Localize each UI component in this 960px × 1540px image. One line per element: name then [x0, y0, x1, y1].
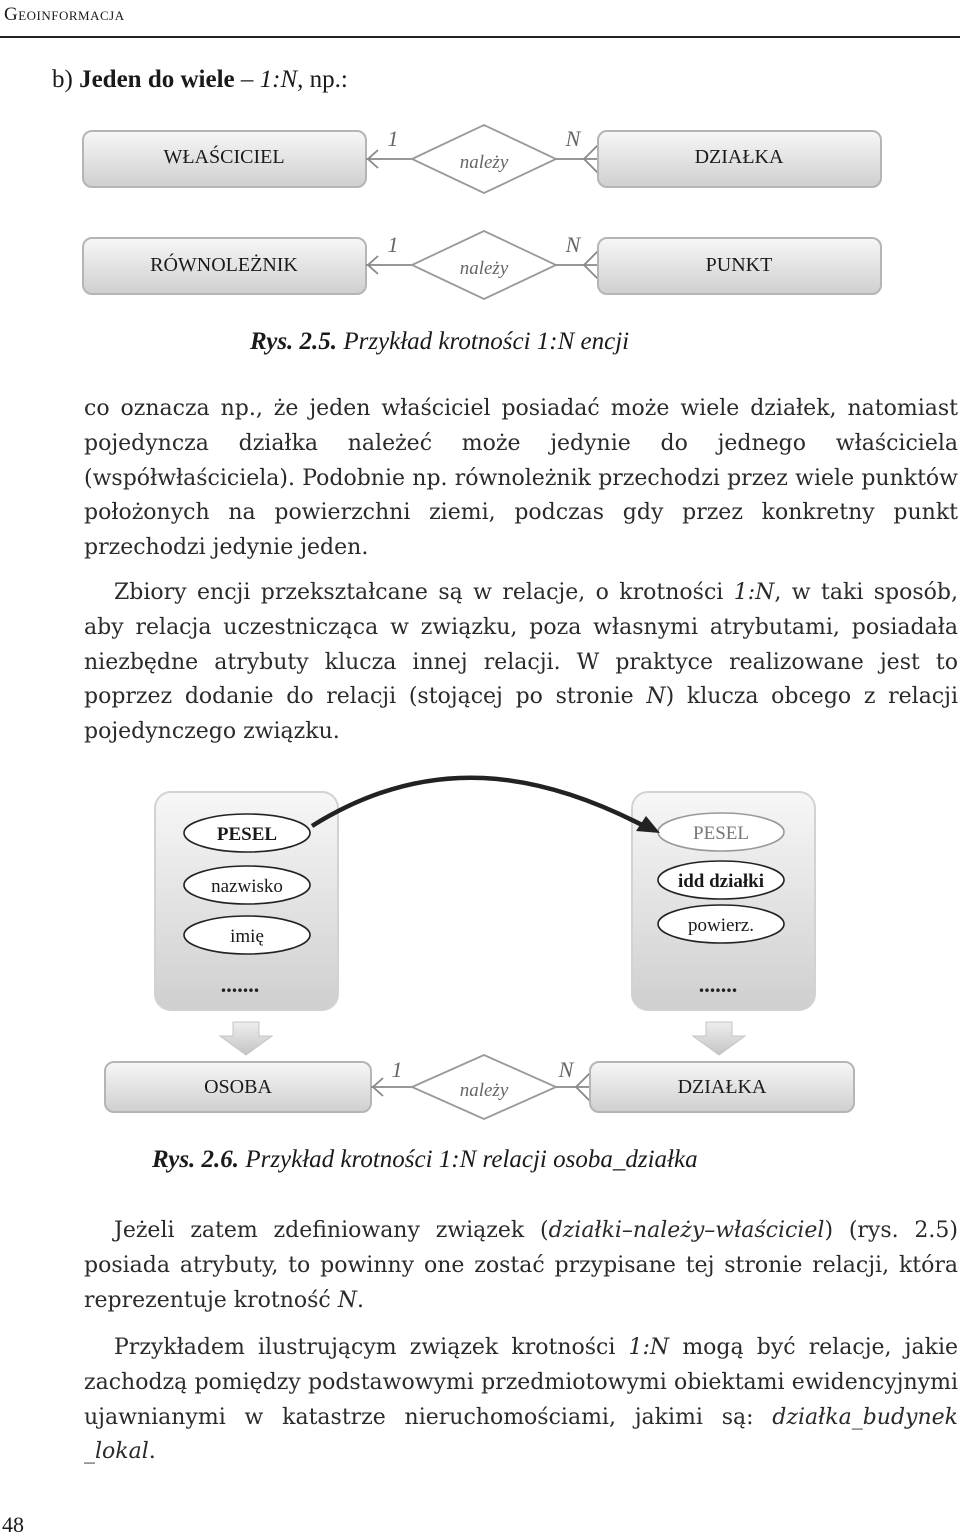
p3-n: N — [337, 1287, 357, 1313]
ellipsis: ....... — [220, 972, 260, 997]
running-header — [0, 0, 960, 38]
entity-label-point: PUNKT — [705, 254, 773, 276]
p3-relation: działki–należy–właściciel — [548, 1218, 825, 1243]
p4-text: Przykładem ilustrującym związek krotności — [114, 1335, 629, 1360]
figure-2-6-caption — [152, 1146, 698, 1174]
attribute-surname: nazwisko — [211, 876, 283, 897]
relationship-label: należy — [459, 1080, 509, 1101]
entity-label-parcel: DZIAŁKA — [694, 146, 784, 168]
figure-2-5-caption — [250, 328, 629, 356]
entity-label-owner: WŁAŚCICIEL — [163, 146, 285, 168]
figure-2-6 — [0, 770, 960, 1140]
p4-ratio: 1:N — [628, 1335, 670, 1360]
attribute-area: powierz. — [688, 915, 754, 936]
caption-text: Przykład krotności 1:N encji — [337, 328, 630, 355]
p2-text: Zbiory encji przekształcane są w relacje, o krotności — [114, 580, 734, 605]
p2-text: ) klucza obcego z relacji pojedynczego związku. — [84, 684, 958, 745]
caption-number: Rys. 2.6. — [152, 1146, 240, 1173]
cardinality-one: 1 — [387, 232, 399, 257]
caption-number: Rys. 2.5. — [250, 328, 338, 355]
attribute-pesel-foreign: PESEL — [693, 823, 749, 844]
entity-label-osoba: OSOBA — [204, 1076, 272, 1098]
p3-text: Jeżeli zatem zdefiniowany związek ( — [114, 1218, 549, 1243]
relationship-label: należy — [459, 152, 509, 173]
heading-ratio: 1:N — [259, 66, 298, 93]
down-arrow-icon — [693, 1022, 745, 1055]
entity-label-dzialka: DZIAŁKA — [677, 1076, 767, 1098]
page-number: 48 — [2, 1512, 24, 1537]
paragraph-2 — [84, 576, 958, 750]
section-heading — [52, 66, 348, 94]
attribute-pesel: PESEL — [216, 824, 278, 845]
p4-text: . — [148, 1439, 156, 1465]
p3-text: ) (rys. 2.5) posiada atrybuty, to powinny one zostać przypisane tej stronie relacji, która reprezentuje krotność — [84, 1218, 958, 1313]
p2-text: , w taki sposób, aby relacja uczestnicząca w związku, poza własnymi atrybutami, posiadała niezbędne atrybuty klucza innej relacji. W praktyce realizowane jest to poprzez dodanie do relacji (stojącej po stronie — [84, 580, 959, 710]
header-title: Geoinformacja — [4, 4, 125, 25]
paragraph-1: co oznacza np., że jeden właściciel posiadać może wiele działek, natomiast pojedyncza działka należeć może jedynie do jednego właściciela (współwłaściciela). Podobnie np. równoleżnik przechodzi przez wiele punktów położonych na powierzchni ziemi, podczas gdy przez konkretny punkt przechodzi jedynie jeden. — [84, 396, 958, 561]
p2-n: N — [646, 684, 666, 710]
figure-2-5 — [0, 112, 960, 308]
cardinality-one: 1 — [391, 1057, 403, 1082]
attribute-name: imię — [230, 926, 264, 947]
heading-dash: – — [234, 66, 260, 93]
heading-title: Jeden do wiele — [79, 66, 235, 93]
cardinality-many: N — [565, 126, 581, 151]
paragraph-4 — [84, 1331, 958, 1470]
foreign-key-arrow — [312, 778, 644, 826]
p4-objects: działka_budynek _lokal — [84, 1404, 958, 1465]
cardinality-many: N — [558, 1057, 574, 1082]
relationship-label: należy — [459, 258, 509, 279]
cardinality-many: N — [565, 232, 581, 257]
attribute-parcel-id: idd działki — [677, 871, 765, 892]
p3-text: . — [356, 1287, 364, 1313]
entity-label-parallel: RÓWNOLEŻNIK — [150, 254, 298, 276]
heading-suffix: , np.: — [297, 66, 348, 93]
ellipsis: ....... — [698, 972, 738, 997]
paragraph-3 — [84, 1214, 958, 1318]
p2-ratio: 1:N — [733, 580, 775, 605]
p4-text: mogą być relacje, jakie zachodzą pomiędzy podstawowymi przedmiotowymi obiektami ewidencyjnymi ujawnianymi w katastrze nieruchomościami, jakimi są: — [84, 1335, 958, 1430]
down-arrow-icon — [220, 1022, 272, 1055]
heading-prefix: b) — [52, 66, 80, 93]
cardinality-one: 1 — [387, 126, 399, 151]
caption-text: Przykład krotności 1:N relacji osoba_działka — [239, 1146, 698, 1173]
